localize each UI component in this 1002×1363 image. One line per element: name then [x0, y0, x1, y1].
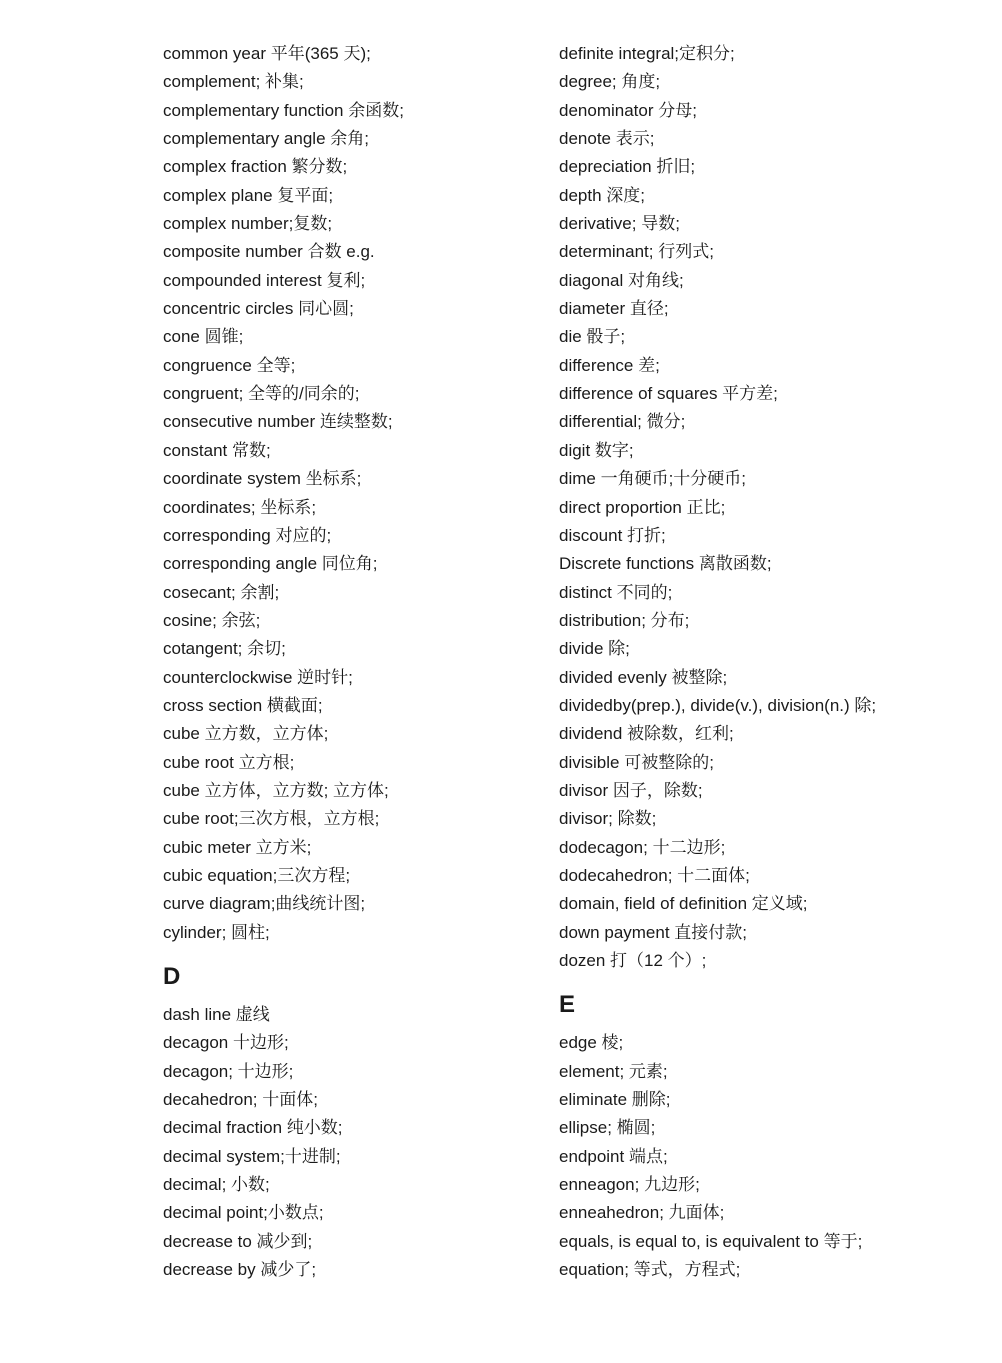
glossary-entry: direct proportion 正比; — [559, 497, 726, 517]
glossary-entry: cube root;三次方根，立方根; — [163, 809, 380, 829]
glossary-entry: differential; 微分; — [559, 412, 686, 432]
glossary-entry: denote 表示; — [559, 129, 655, 149]
glossary-entry: decimal fraction 纯小数; — [163, 1118, 343, 1138]
glossary-entry: diagonal 对角线; — [559, 270, 684, 290]
glossary-entry: decahedron; 十面体; — [163, 1090, 318, 1110]
glossary-entry: cubic equation;三次方程; — [163, 865, 351, 885]
glossary-entry: corresponding angle 同位角; — [163, 554, 378, 574]
glossary-entry: enneahedron; 九面体; — [559, 1203, 725, 1223]
glossary-entry: decagon 十边形; — [163, 1033, 289, 1053]
glossary-entry: die 骰子; — [559, 327, 626, 347]
glossary-entry: concentric circles 同心圆; — [163, 299, 354, 319]
glossary-entry: divided evenly 被整除; — [559, 667, 728, 687]
glossary-entry: distribution; 分布; — [559, 610, 690, 630]
glossary-entry: divisor; 除数; — [559, 809, 657, 829]
glossary-entry: dividend 被除数，红利; — [559, 724, 734, 744]
section-heading-d: D — [163, 963, 181, 990]
glossary-entry: complement; 补集; — [163, 72, 304, 92]
glossary-entry: difference 差; — [559, 355, 660, 375]
glossary-entry: degree; 角度; — [559, 72, 661, 92]
glossary-entry: denominator 分母; — [559, 100, 697, 120]
section-heading-e: E — [559, 991, 576, 1019]
entries-d-list — [163, 1001, 543, 1284]
glossary-entry: complementary angle 余角; — [163, 129, 369, 149]
glossary-entry: element; 元素; — [559, 1061, 668, 1081]
glossary-entry: common year 平年(365 天); — [163, 44, 371, 63]
glossary-entry: ellipse; 椭圆; — [559, 1118, 656, 1138]
glossary-entry: divisor 因子，除数; — [559, 780, 703, 800]
glossary-entry: diameter 直径; — [559, 299, 669, 319]
glossary-entry: composite number 合数 e.g. — [163, 242, 375, 262]
glossary-entry: cone 圆锥; — [163, 327, 244, 347]
glossary-entry: enneagon; 九边形; — [559, 1175, 700, 1195]
glossary-entry: coordinate system 坐标系; — [163, 469, 362, 489]
glossary-entry: decrease by 减少了; — [163, 1260, 317, 1280]
glossary-entry: dozen 打（12 个）; — [559, 951, 707, 970]
glossary-entry: congruent; 全等的/同余的; — [163, 384, 360, 404]
glossary-entry: dodecahedron; 十二面体; — [559, 865, 750, 885]
glossary-entry: decimal system;十进制; — [163, 1146, 341, 1166]
glossary-entry: corresponding 对应的; — [163, 525, 332, 545]
glossary-entry: coordinates; 坐标系; — [163, 497, 317, 517]
right-column — [559, 40, 979, 1284]
glossary-entry: divisible 可被整除的; — [559, 752, 714, 772]
glossary-entry: endpoint 端点; — [559, 1146, 668, 1166]
glossary-entry: cosecant; 余割; — [163, 582, 280, 602]
glossary-entry: complex plane 复平面; — [163, 185, 334, 205]
glossary-entry: cosine; 余弦; — [163, 610, 261, 630]
glossary-entry: dodecagon; 十二边形; — [559, 837, 726, 857]
glossary-entry: definite integral;定积分; — [559, 44, 735, 63]
entries-d-continued-list — [559, 40, 979, 975]
glossary-entry: Discrete functions 离散函数; — [559, 554, 772, 574]
glossary-entry: determinant; 行列式; — [559, 242, 714, 262]
glossary-entry: cotangent; 余切; — [163, 639, 286, 659]
glossary-entry: curve diagram;曲线统计图; — [163, 894, 366, 914]
left-column — [163, 40, 543, 1284]
glossary-entry: eliminate 删除; — [559, 1090, 671, 1110]
glossary-entry: down payment 直接付款; — [559, 922, 748, 942]
glossary-entry: cube 立方数，立方体; — [163, 724, 329, 744]
glossary-entry: digit 数字; — [559, 440, 634, 460]
glossary-entry: decrease to 减少到; — [163, 1231, 313, 1251]
glossary-entry: depth 深度; — [559, 185, 645, 205]
glossary-entry: dime 一角硬币;十分硬币; — [559, 469, 747, 489]
glossary-entry: equation; 等式，方程式; — [559, 1260, 741, 1280]
glossary-entry: cylinder; 圆柱; — [163, 922, 270, 942]
glossary-entry: difference of squares 平方差; — [559, 384, 778, 404]
glossary-entry: consecutive number 连续整数; — [163, 412, 393, 432]
glossary-entry: discount 打折; — [559, 525, 666, 545]
glossary-entry: domain, field of definition 定义域; — [559, 894, 808, 914]
glossary-entry: decimal; 小数; — [163, 1175, 270, 1195]
glossary-entry: decimal point;小数点; — [163, 1203, 324, 1223]
glossary-entry: cross section 横截面; — [163, 695, 323, 715]
glossary-entry: equals, is equal to, is equivalent to 等于; — [559, 1231, 863, 1251]
glossary-entry: distinct 不同的; — [559, 582, 673, 602]
glossary-entry: complex number;复数; — [163, 214, 333, 234]
glossary-entry: complementary function 余函数; — [163, 100, 404, 120]
glossary-entry: dividedby(prep.), divide(v.), division(n.) 除; — [559, 695, 877, 715]
glossary-entry: edge 棱; — [559, 1033, 624, 1053]
glossary-entry: cubic meter 立方米; — [163, 837, 312, 857]
entries-e-list — [559, 1029, 979, 1284]
glossary-entry: compounded interest 复利; — [163, 270, 366, 290]
glossary-entry: divide 除; — [559, 639, 630, 659]
glossary-entry: decagon; 十边形; — [163, 1061, 294, 1081]
glossary-entry: derivative; 导数; — [559, 214, 680, 234]
glossary-entry: cube 立方体，立方数; 立方体; — [163, 780, 389, 800]
glossary-entry: cube root 立方根; — [163, 752, 295, 772]
glossary-entry: congruence 全等; — [163, 355, 296, 375]
glossary-entry: constant 常数; — [163, 440, 271, 460]
glossary-entry: complex fraction 繁分数; — [163, 157, 348, 177]
glossary-entry: dash line 虚线 — [163, 1005, 270, 1024]
glossary-entry: counterclockwise 逆时针; — [163, 667, 353, 687]
glossary-entry: depreciation 折旧; — [559, 157, 696, 177]
entries-c-list — [163, 40, 543, 947]
